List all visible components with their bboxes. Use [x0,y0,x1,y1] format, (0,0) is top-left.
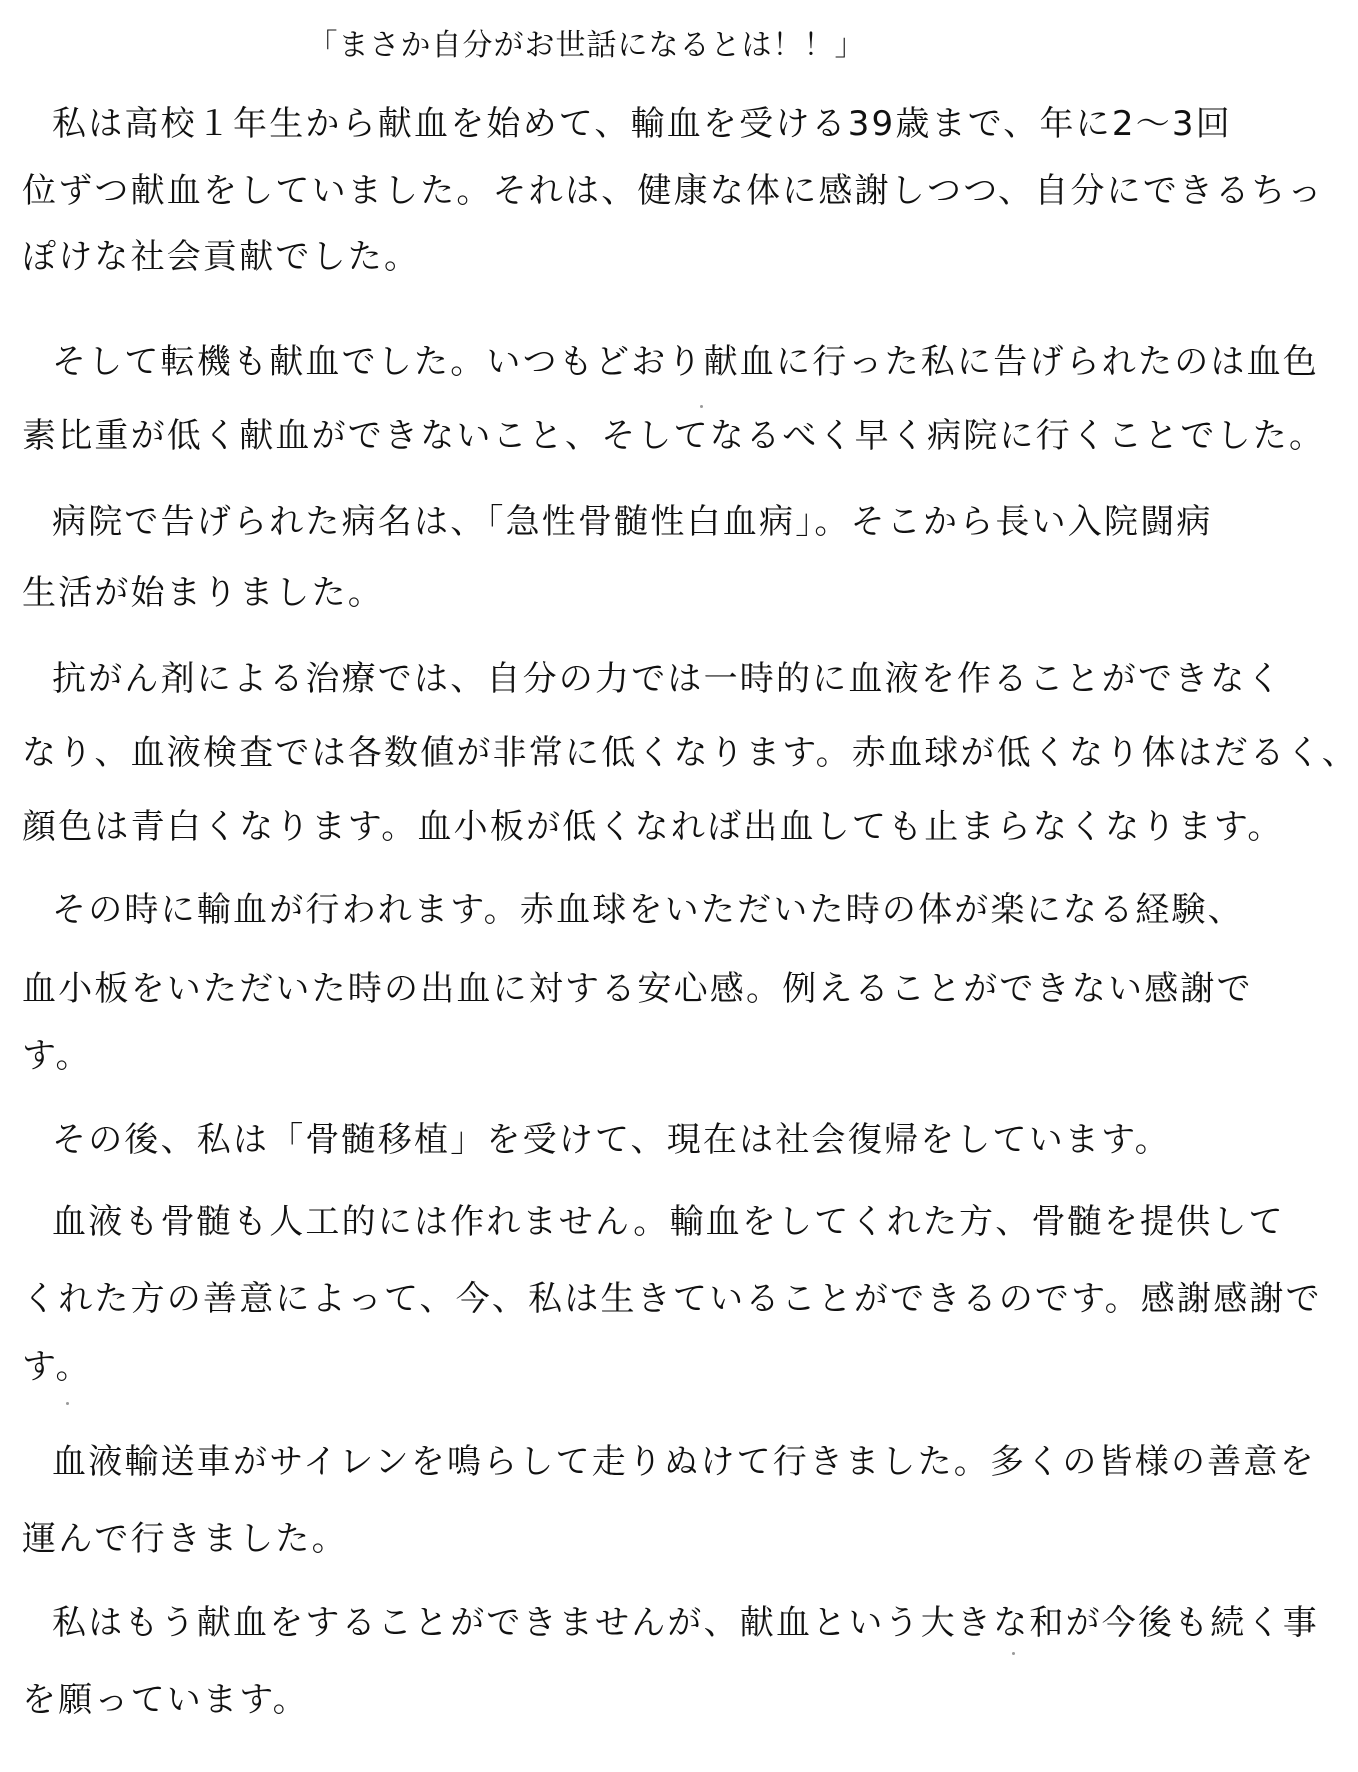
text-line: 血液輸送車がサイレンを鳴らして走りぬけて行きました。多くの皆様の善意を [52,1442,1316,1482]
text-line: くれた方の善意によって、今、私は生きていることができるのです。感謝感謝で [22,1279,1322,1319]
text-line: 私は高校１年生から献血を始めて、輸血を受ける39歳まで、年に2～3回 [52,104,1232,144]
scan-speck [1012,1652,1015,1655]
text-line: なり、血液検査では各数値が非常に低くなります。赤血球が低くなり体はだるく、 [22,733,1358,773]
text-line: 病院で告げられた病名は、「急性骨髄性白血病」。そこから長い入院闘病 [52,502,1213,542]
text-line: ぽけな社会貢献でした。 [22,237,421,277]
text-line: 位ずつ献血をしていました。それは、健康な体に感謝しつつ、自分にできるちっ [22,171,1324,211]
scan-speck [700,405,703,408]
text-line: 私はもう献血をすることができませんが、献血という大きな和が今後も続く事 [52,1603,1319,1643]
text-line: 抗がん剤による治療では、自分の力では一時的に血液を作ることができなく [52,659,1283,699]
text-line: を願っています。 [22,1680,309,1720]
text-line: す。 [22,1036,92,1076]
text-line: 生活が始まりました。 [22,573,384,613]
document-title: 「まさか自分がお世話になるとは！！」 [307,28,866,63]
text-line: 素比重が低く献血ができないこと、そしてなるべく早く病院に行くことでした。 [22,416,1326,456]
scan-speck [66,1402,69,1405]
text-line: 運んで行きました。 [22,1519,348,1559]
text-line: す。 [22,1347,92,1387]
text-line: その後、私は「骨髄移植」を受けて、現在は社会復帰をしています。 [52,1120,1171,1160]
text-line: 血小板をいただいた時の出血に対する安心感。例えることができない感謝で [22,969,1253,1009]
text-line: その時に輸血が行われます。赤血球をいただいた時の体が楽になる経験、 [52,890,1244,930]
text-line: そして転機も献血でした。いつもどおり献血に行った私に告げられたのは血色 [52,342,1319,382]
text-line: 血液も骨髄も人工的には作れません。輸血をしてくれた方、骨髄を提供して [52,1202,1285,1242]
text-line: 顔色は青白くなります。血小板が低くなれば出血しても止まらなくなります。 [22,807,1284,847]
